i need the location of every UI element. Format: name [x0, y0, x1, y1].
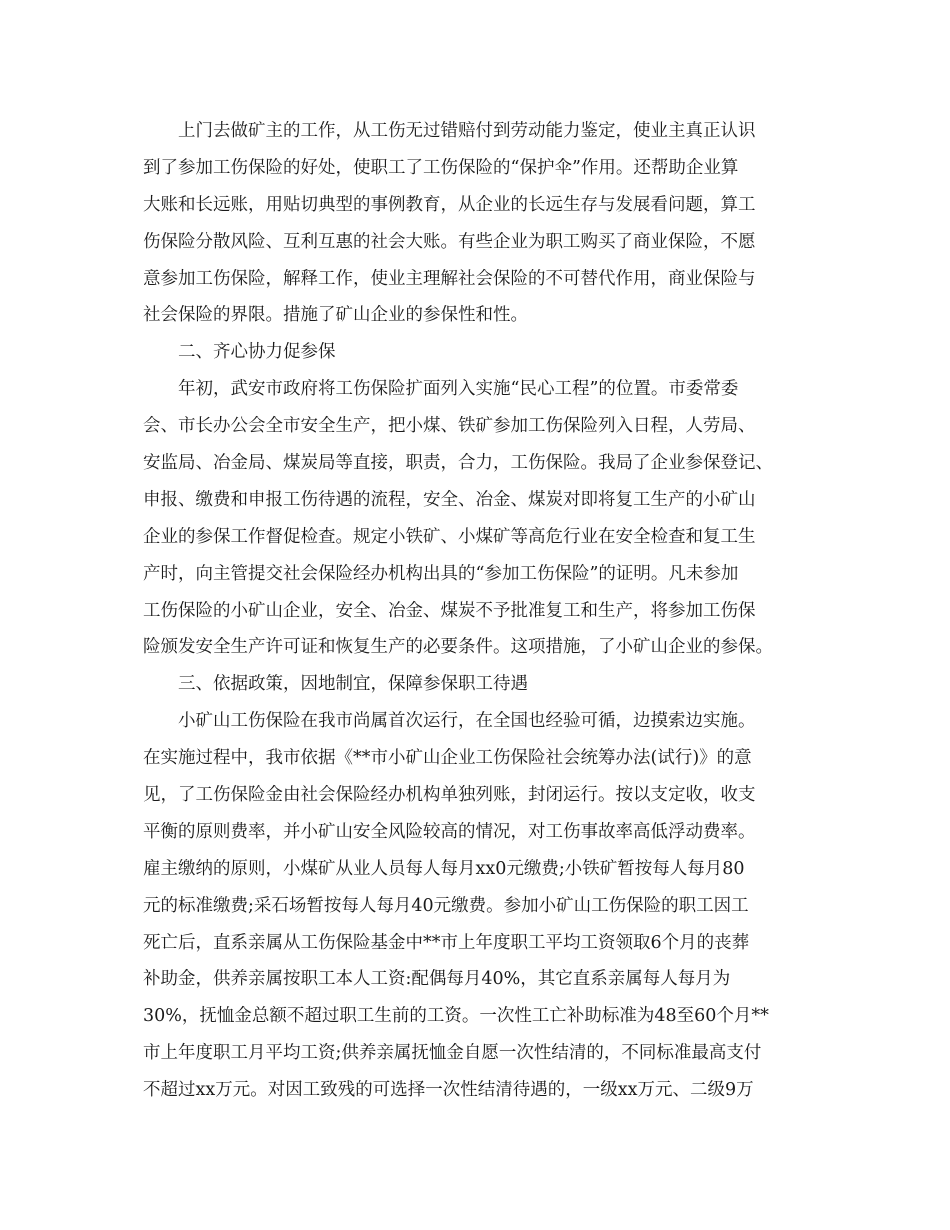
- text-line: 死亡后，直系亲属从工伤保险基金中**市上年度职工平均工资领取6个月的丧葬: [143, 932, 750, 953]
- text-line: 元的标准缴费;采石场暂按每人每月40元缴费。参加小矿山工伤保险的职工因工: [143, 895, 749, 916]
- text-line: 会、市长办公会全市安全生产，把小煤、铁矿参加工伤保险列入日程，人劳局、: [143, 416, 756, 437]
- document-body: [143, 113, 808, 1109]
- text-line: 年初，武安市政府将工伤保险扩面列入实施“民心工程”的位置。市委常委: [178, 379, 739, 400]
- text-line: 意参加工伤保险，解释工作，使业主理解社会保险的不可替代作用，商业保险与: [143, 268, 756, 289]
- text-line: 伤保险分散风险、互利互惠的社会大账。有些企业为职工购买了商业保险，不愿: [143, 231, 756, 252]
- text-line: 平衡的原则费率，并小矿山安全风险较高的情况，对工伤事故率高低浮动费率。: [143, 821, 756, 842]
- text-line: 企业的参保工作督促检查。规定小铁矿、小煤矿等高危行业在安全检查和复工生: [143, 526, 756, 547]
- text-line: 市上年度职工月平均工资;供养亲属抚恤金自愿一次性结清的，不同标准最高支付: [143, 1043, 762, 1064]
- text-line: 安监局、冶金局、煤炭局等直接，职责，合力，工伤保险。我局了企业参保登记、: [143, 453, 773, 474]
- text-line: 产时，向主管提交社会保险经办机构出具的“参加工伤保险”的证明。凡未参加: [143, 563, 739, 584]
- text-line: 雇主缴纳的原则，小煤矿从业人员每人每月xx0元缴费;小铁矿暂按每人每月80: [143, 858, 745, 879]
- text-line: 大账和长远账，用贴切典型的事例教育，从企业的长远生存与发展看问题，算工: [143, 194, 756, 215]
- text-line: 申报、缴费和申报工伤待遇的流程，安全、冶金、煤炭对即将复工生产的小矿山: [143, 489, 756, 510]
- text-line: 见，了工伤保险金由社会保险经办机构单独列账，封闭运行。按以支定收，收支: [143, 785, 756, 806]
- text-line: 险颁发安全生产许可证和恢复生产的必要条件。这项措施，了小矿山企业的参保。: [143, 637, 773, 658]
- text-line: 到了参加工伤保险的好处，使职工了工伤保险的“保护伞”作用。还帮助企业算: [143, 157, 739, 178]
- text-line: 不超过xx万元。对因工致残的可选择一次性结清待遇的，一级xx万元、二级9万: [143, 1080, 754, 1101]
- text-line: 在实施过程中，我市依据《**市小矿山企业工伤保险社会统筹办法(试行)》的意: [143, 748, 752, 769]
- text-line: 上门去做矿主的工作，从工伤无过错赔付到劳动能力鉴定，使业主真正认识: [178, 121, 756, 141]
- text-line: 小矿山工伤保险在我市尚属首次运行，在全国也经验可循，边摸索边实施。: [178, 711, 756, 732]
- section-heading: 二、齐心协力促参保: [178, 342, 336, 363]
- text-line: 补助金，供养亲属按职工本人工资:配偶每月40%，其它直系亲属每人每月为: [143, 969, 731, 990]
- section-heading: 三、依据政策，因地制宜，保障参保职工待遇: [178, 674, 528, 695]
- text-line: 30%，抚恤金总额不超过职工生前的工资。一次性工亡补助标准为48至60个月**: [143, 1006, 769, 1027]
- text-line: 工伤保险的小矿山企业，安全、冶金、煤炭不予批准复工和生产，将参加工伤保: [143, 600, 756, 621]
- text-line: 社会保险的界限。措施了矿山企业的参保性和性。: [143, 305, 528, 326]
